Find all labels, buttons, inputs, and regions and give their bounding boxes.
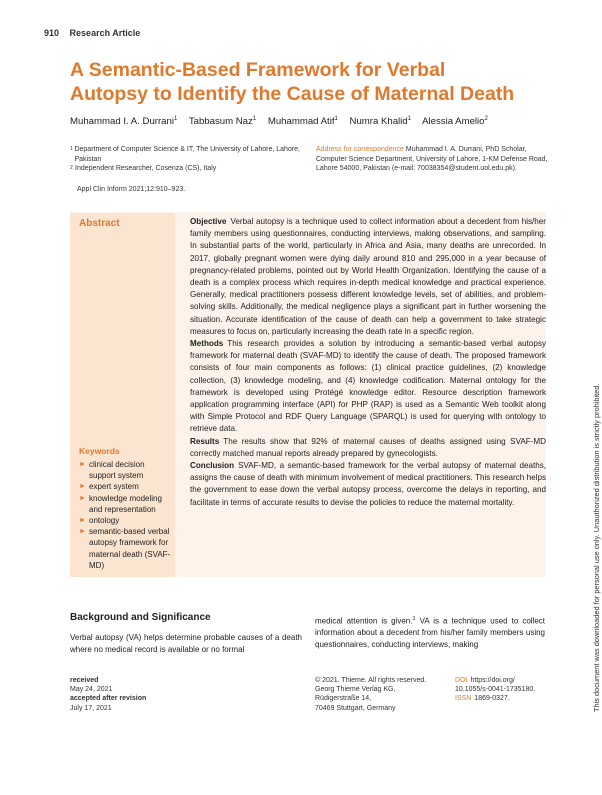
arrow-icon: ► [79,528,86,536]
affiliations [70,145,302,174]
author-list [70,116,497,127]
page-number: 910 [44,28,60,38]
article-dates: received May 24, 2021 accepted after revision July 17, 2021 [70,677,147,712]
arrow-icon: ► [79,461,86,468]
title-line-1: A Semantic-Based Framework for Verbal [70,59,446,81]
author: Muhammad Atif$^1$ [267,116,338,128]
keyword-item: ► semantic-based verbal autopsy framework for maternal death (SVAF-MD) [79,527,171,570]
citation: Appl Clin Inform 2021;12:910–923. [77,186,186,193]
affiliation-item: 2 Independent Researcher, Cosenza (CS), Italy [70,165,217,172]
author: Tabbasum Naz$^1$ [188,116,257,128]
section-heading: Background and Significance [70,612,211,623]
abstract-objective: Objective Verbal autopsy is a technique used to collect information about a decedent from his/her family members using questionnaires, conducting interviews, making observations, and sampling. In substantial parts of the world, particularly in Africa and Asia, many deaths are unrecorded. In 2017, globally pregnant women were dying daily around 810 and 295,000 in a year because of pregnancy-related problems, pointed out by World Health Organization. Identifying the cause of a death is a complex process which requires in-depth medical knowledge and practical experience. Generally, medical practitioners possess different knowledge levels, set of abilities, and problem-solving skills. Additionally, the medical negligence plays a significant part in further worsening the situation. Accurate identification of the cause of death can help a government to take strategic measures to focus on, particularly increasing the death rate in a specific region. [190,217,546,336]
abstract-results: Results The results show that 92% of maternal causes of deaths assigned using SVAF-MD correctly matched manual reports already prepared by gynecologists. [190,436,546,458]
body-text-column-1: Verbal autopsy (VA) helps determine probable causes of a death where no medical record is available or no formal [70,633,302,654]
arrow-icon: ► [79,494,86,502]
keyword-list [79,459,171,571]
author: Muhammad I. A. Durrani$^1$ [70,116,178,128]
abstract-heading: Abstract [79,218,120,229]
keyword-item: ► ontology [79,516,120,526]
arrow-icon: ► [79,517,86,525]
author: Numra Khalid$^1$ [349,116,411,128]
keyword-item: ► clinical decision support system [79,460,145,481]
correspondence-text: Muhammad I. A. Durrani, PhD Scholar, Computer Science Department, University of Lahore, 1-KM Defense Road, Lahore 54000, Pakistan (e-mail: 70038354@student.uol.edu.pk). [316,146,548,172]
running-header [44,28,140,38]
keyword-item: ► knowledge modeling and representation [79,493,162,514]
copyright-notice: © 2021. Thieme. All rights reserved. Georg Thieme Verlag KG, Rüdigerstraße 14, 70469 Stuttgart, Germany [315,677,427,712]
download-notice: This document was downloaded for personal use only. Unauthorized distribution is strictly prohibited. [592,383,601,712]
article-title [70,58,540,106]
affiliation-item: 1 Department of Computer Science & IT, The University of Lahore, Lahore, Pakistan [70,146,301,163]
correspondence-label: Address for correspondence [316,146,404,153]
abstract-body [190,216,546,509]
correspondence [316,145,552,174]
keywords-heading: Keywords [79,446,120,456]
abstract-conclusion: Conclusion SVAF-MD, a semantic-based framework for the verbal autopsy of maternal deaths, assigns the cause of death with minimum involvement of medical practitioners. This research helps the government to ease down the verbal autopsy process, overcome the delays in reporting, and facilitate in terms of accurate results to devise the policies to reduce the maternal mortality. [190,461,546,507]
keyword-item: ► expert system [79,482,139,492]
abstract-methods: Methods This research provides a solution by introducing a semantic-based verbal autopsy framework for maternal death (SVAF-MD) to identify the cause of death. The proposed framework consists of four main components as follows: (1) clinical practice guidelines, (2) knowledge collection, (3) knowledge modeling, and (4) knowledge codification. Maternal ontology for the framework is developed using Protégé knowledge editor. Resource description framework application programming interface (API) for PHP (RAP) is used as a Semantic Web toolkit along with Simple Protocol and RDF Query Language (SPARQL) is used for querying with ontology to retrieve data. [190,339,546,434]
title-line-2: Autopsy to Identify the Cause of Maternal Death [70,83,515,105]
section-label: Research Article [69,28,141,38]
doi-link[interactable]: https://doi.org/ [470,677,515,684]
arrow-icon: ► [79,483,86,491]
author: Alessia Amelio$^2$ [422,116,488,128]
body-text-column-2: medical attention is given.$^1$ VA is a technique used to collect information about a decedent from his/her family members using questionnaires, conducting interviews, making [315,616,546,649]
doi-block: DOI https://doi.org/ 10.1055/s-0041-1735180. ISSN 1869-0327. [455,677,536,703]
